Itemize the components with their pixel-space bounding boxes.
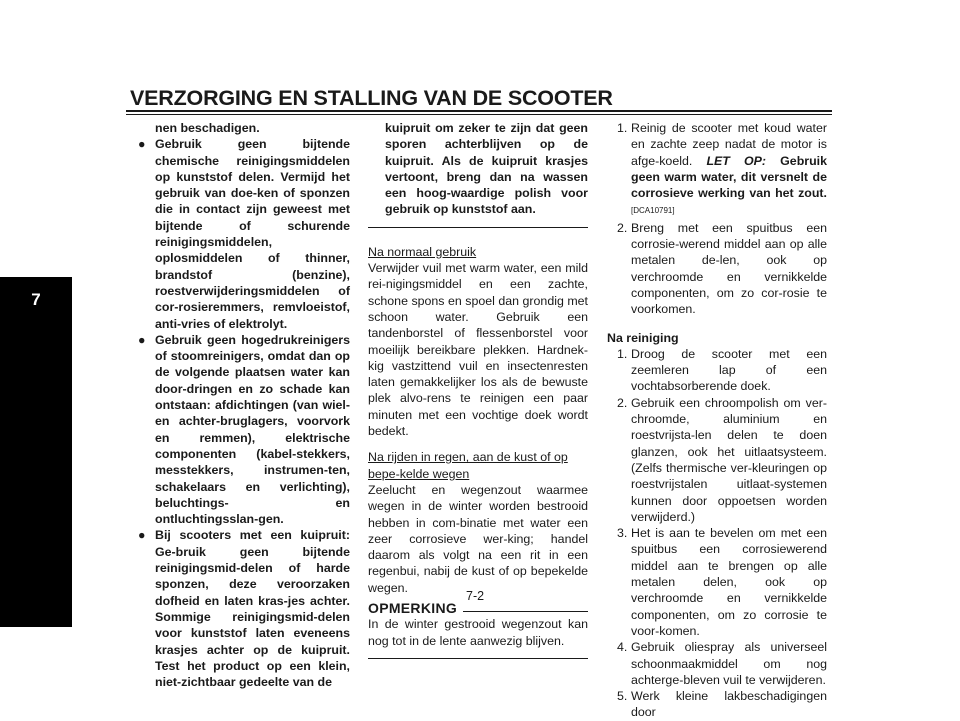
section-heading: Na reiniging <box>607 330 679 345</box>
section-heading: Na normaal gebruik <box>368 244 477 259</box>
list-item <box>607 220 827 318</box>
lead-text: nen beschadigen. <box>155 121 260 135</box>
list-number: 5. <box>617 689 628 704</box>
list-item <box>607 395 827 525</box>
list-number: 3. <box>617 526 628 541</box>
section-body: Zeelucht en wegenzout waarmee wegen in de winter worden bestrooid hebben in com-binatie met water een zeer corrosieve wer-king; handel daarom als volgt na een rit in een regenbui, nabij de kust of op bepekelde wegen. <box>368 482 588 595</box>
reference-code: [DCA10791] <box>631 206 675 216</box>
divider <box>368 227 588 228</box>
list-text: Droog de scooter met een zeemleren lap of een vochtabsorberende doek. <box>631 346 827 394</box>
bullet-item <box>138 527 350 690</box>
page-title: VERZORGING EN STALLING VAN DE SCOOTER <box>130 86 613 110</box>
bullet-text: Gebruik geen bijtende chemische reinigingsmiddelen op kunststof delen. Vermijd het gebruik van doe-ken of sponzen die in contact zijn geweest met bijtende of schurende reinigingsmiddelen, oplosmiddelen of thinner, brandstof (benzine), roestverwijderingsmiddelen of cor-rosieremmers, remvloeistof, anti-vries of elektrolyt. <box>155 137 350 331</box>
section-heading: Na rijden in regen, aan de kust of op bepe-kelde wegen <box>368 450 568 481</box>
column-2 <box>368 120 588 669</box>
title-rule-thin <box>126 114 832 115</box>
list-item <box>607 525 827 639</box>
bullet-item <box>138 136 350 332</box>
page-number: 7-2 <box>466 589 485 603</box>
chapter-tab <box>0 277 72 627</box>
note-rule <box>463 611 588 612</box>
column-3 <box>607 120 827 721</box>
bullet-item <box>138 332 350 528</box>
list-item <box>607 120 827 220</box>
note-body: In de winter gestrooid wegenzout kan nog tot in de lente aanwezig blijven. <box>368 617 588 648</box>
column-1 <box>138 120 350 690</box>
caution-label: LET OP: <box>706 153 767 168</box>
bullet-icon: ● <box>138 137 146 152</box>
list-number: 1. <box>617 121 628 135</box>
bullet-icon: ● <box>138 332 146 347</box>
section-body: Verwijder vuil met warm water, een mild rei-nigingsmiddel en een zachte, schone spons en spoel dan grondig met schoon water. Gebruik een tandenborstel of flessenborstel voor moeilijk bereikbare plekken. Hardnek-kig vastzittend vuil en insectenresten laten gemakkelijker los als de bewuste plek alvo-rens te reinigen een paar minuten met een vochtige doek wordt bedekt. <box>368 261 588 439</box>
continuation-text: kuipruit om zeker te zijn dat geen sporen achterblijven op de kuipruit. Als de kuipruit krasjes vertoont, breng dan na wassen een hoog-waardige polish voor gebruik op kunststof aan. <box>385 121 588 217</box>
title-rule <box>126 110 832 112</box>
list-text: Het is aan te bevelen om met een spuitbus een corrosiewerend middel aan te brengen op alle metalen delen, ook op verchroomde en vernikkelde componenten, om zo corrosie te voor-komen. <box>631 526 827 638</box>
list-number: 2. <box>617 395 628 410</box>
list-number: 1. <box>617 346 628 361</box>
list-item <box>607 688 827 721</box>
chapter-number: 7 <box>31 290 41 309</box>
bullet-text: Gebruik geen hogedrukreinigers of stoomreinigers, omdat dan op de volgende plaatsen water kan door-dringen en zo schade kan ontstaan: afdichtingen (van wiel- en achter-bruglagers, voorvork en remmen), elektrische componenten (kabel-stekkers, messtekkers, instrumen-ten, schakelaars en verlichting), beluchtings- en ontluchtingsslan-gen. <box>155 332 350 527</box>
list-text: Gebruik oliespray als universeel schoonmaakmiddel om nog achterge-bleven vuil te verwijderen. <box>631 640 827 687</box>
list-number: 4. <box>617 640 628 655</box>
note-end-rule <box>368 658 588 659</box>
note-label: OPMERKING <box>368 600 458 617</box>
list-text: Reinig de scooter met koud water en zachte zeep nadat de motor is afge-koeld. <box>631 121 827 168</box>
list-number: 2. <box>617 220 628 235</box>
list-text: Werk kleine lakbeschadigingen door <box>631 689 827 720</box>
bullet-icon: ● <box>138 528 146 543</box>
caution-text: Gebruik geen warm water, dit versnelt de corrosieve werking van het zout. <box>631 153 827 201</box>
list-text: Breng met een spuitbus een corrosie-werend middel aan op alle metalen de-len, ook op verchroomde en vernikkelde componenten, om zo cor-rosie te voorkomen. <box>631 220 827 317</box>
bullet-text: Bij scooters met een kuipruit: Ge-bruik geen bijtende reinigingsmid-delen of harde sponzen, deze veroorzaken dofheid en laten kras-jes achter. Sommige reinigingsmid-delen voor kunststof laten eveneens krasjes achter op de kuipruit. Test het product op een klein, niet-zichtbaar gedeelte van de <box>155 528 350 690</box>
list-item <box>607 346 827 395</box>
list-text: Gebruik een chroompolish om ver-chroomde, aluminium en roestvrijsta-len delen te doen glanzen, ook het uitlaatsysteem. (Zelfs thermische ver-kleuringen op roestvrijstalen uitlaat-systemen kunnen door oppoetsen worden verwijderd.) <box>631 395 827 524</box>
list-item <box>607 639 827 688</box>
